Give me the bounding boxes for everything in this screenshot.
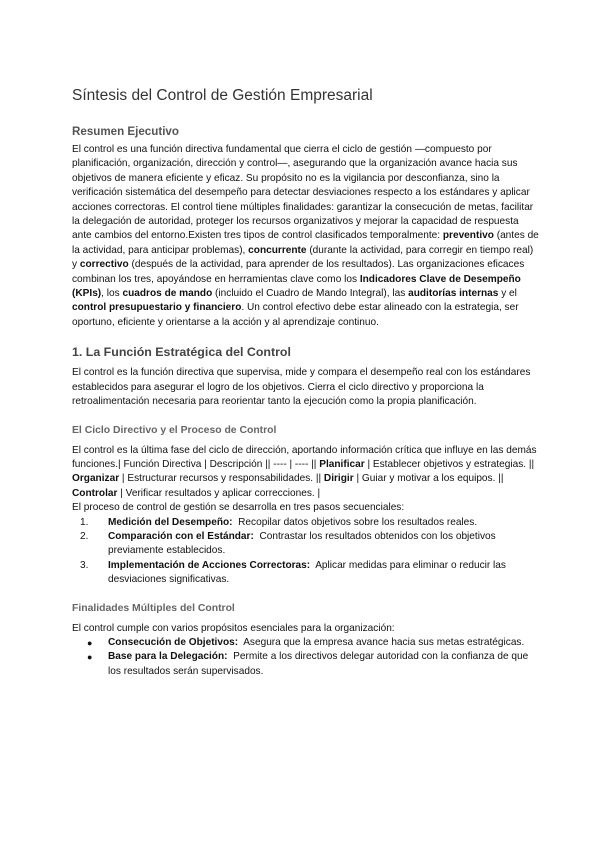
bullet-icon: ●	[87, 637, 93, 648]
summary-text-4: (después de la actividad, para aprender de los resultados). Las organizaciones eficaces combinan los tres, apoyándose en herramientas clave como los	[72, 259, 525, 285]
term-cuadros: cuadros de mando	[122, 288, 213, 300]
summary-text-1: El control es una función directiva fundamental que cierra el ciclo de gestión —compuesto por planificación, organización, dirección y control—, asegurando que la organización avance hacia sus objetivos de manera eficiente y eficaz. Su propósito no es la vigilancia por desconfianza, sino la verificación sistemática del desempeño para detectar desviaciones respecto a los estándares y aplicar acciones correctoras. El control tiene múltiples finalidades: garantizar la consecución de metas, facilitar la delegación de autoridad, proteger los recursos organizativos y mejorar la capacidad de respuesta ante cambios del entorno.Existen tres tipos de control clasificados temporalmente:	[72, 144, 534, 242]
purposes-heading: Finalidades Múltiples del Control	[72, 602, 235, 614]
summary-heading: Resumen Ejecutivo	[72, 125, 179, 138]
cycle-text-3: | Estructurar recursos y responsabilidades. ||	[119, 473, 324, 485]
cycle-planificar: Planificar	[319, 458, 365, 470]
list-item	[72, 650, 540, 679]
list-item	[72, 530, 540, 559]
list-item	[72, 516, 540, 530]
cycle-organizar: Organizar	[72, 473, 120, 485]
cycle-heading: El Ciclo Directivo y el Proceso de Control	[72, 424, 277, 436]
purpose-term: Base para la Delegación:	[108, 651, 228, 663]
summary-text-6: (incluido el Cuadro de Mando Integral), las	[212, 288, 409, 300]
step-number: 2.	[80, 530, 89, 542]
step-desc: Aplicar medidas para eliminar o reducir las desviaciones significativas.	[108, 559, 506, 586]
cycle-text-4: | Guiar y motivar a los equipos. ||	[353, 473, 504, 485]
step-number: 3.	[80, 559, 89, 571]
step-desc: Contrastar los resultados obtenidos con los objetivos previamente establecidos.	[108, 530, 496, 557]
term-preventivo: preventivo	[442, 230, 494, 242]
summary-text-2: (antes de la actividad, para anticipar problemas),	[72, 230, 539, 256]
term-auditorias: auditorías internas	[408, 288, 499, 300]
step-desc: Recopilar datos objetivos sobre los resultados reales.	[238, 516, 478, 528]
summary-text-5: , los	[101, 288, 123, 300]
summary-text-3: (durante la actividad, para corregir en tiempo real) y	[72, 244, 534, 271]
cycle-controlar: Controlar	[72, 487, 118, 499]
process-steps-list	[72, 516, 540, 588]
purpose-term: Consecución de Objetivos:	[108, 636, 239, 648]
term-presupuestario: control presupuestario y financiero	[72, 302, 242, 314]
term-concurrente: concurrente	[248, 244, 307, 256]
section-1-paragraph: El control es la función directiva que supervisa, mide y compara el desempeño real con los estándares establecidos para asegurar el logro de los objetivos. Cierra el ciclo directivo y proporciona la retroalimentación necesaria para reorientar tanto la ejecución como la propia planificación.	[72, 367, 531, 408]
list-item	[72, 559, 540, 588]
purposes-intro: El control cumple con varios propósitos esenciales para la organización:	[72, 622, 395, 634]
cycle-intro: El proceso de control de gestión se desarrolla en tres pasos secuenciales:	[72, 502, 405, 514]
step-number: 1.	[80, 516, 89, 528]
term-kpis: Indicadores Clave de Desempeño (KPIs)	[72, 273, 521, 300]
purposes-list	[72, 636, 540, 679]
purpose-desc: Asegura que la empresa avance hacia sus metas estratégicas.	[243, 636, 525, 648]
purpose-desc: Permite a los directivos delegar autoridad con la confianza de que los resultados serán supervisados.	[108, 651, 529, 677]
cycle-text-2: | Establecer objetivos y estrategias. ||	[364, 458, 535, 470]
term-correctivo: correctivo	[79, 259, 129, 271]
step-term: Implementación de Acciones Correctoras:	[108, 559, 311, 571]
summary-text-7: y el	[498, 288, 517, 300]
document-title: Síntesis del Control de Gestión Empresarial	[72, 87, 373, 104]
cycle-text-5: | Verificar resultados y aplicar correcciones. |	[117, 487, 321, 499]
summary-paragraph	[72, 143, 540, 330]
cycle-dirigir: Dirigir	[323, 473, 354, 485]
summary-text-8: . Un control efectivo debe estar alineado con la estrategia, ser oportuno, eficiente y orientarse a la acción y al aprendizaje continuo.	[72, 302, 519, 328]
step-term: Medición del Desempeño:	[108, 516, 233, 528]
cycle-text-1: El control es la última fase del ciclo de dirección, aportando información crítica que influye en las demás funciones.| Función Directiva | Descripción || ---- | ---- ||	[72, 444, 537, 470]
cycle-paragraph	[72, 444, 540, 502]
step-term: Comparación con el Estándar:	[108, 530, 254, 542]
list-item	[72, 636, 540, 650]
section-1-heading: 1. La Función Estratégica del Control	[72, 345, 291, 360]
bullet-icon: ●	[87, 652, 93, 663]
